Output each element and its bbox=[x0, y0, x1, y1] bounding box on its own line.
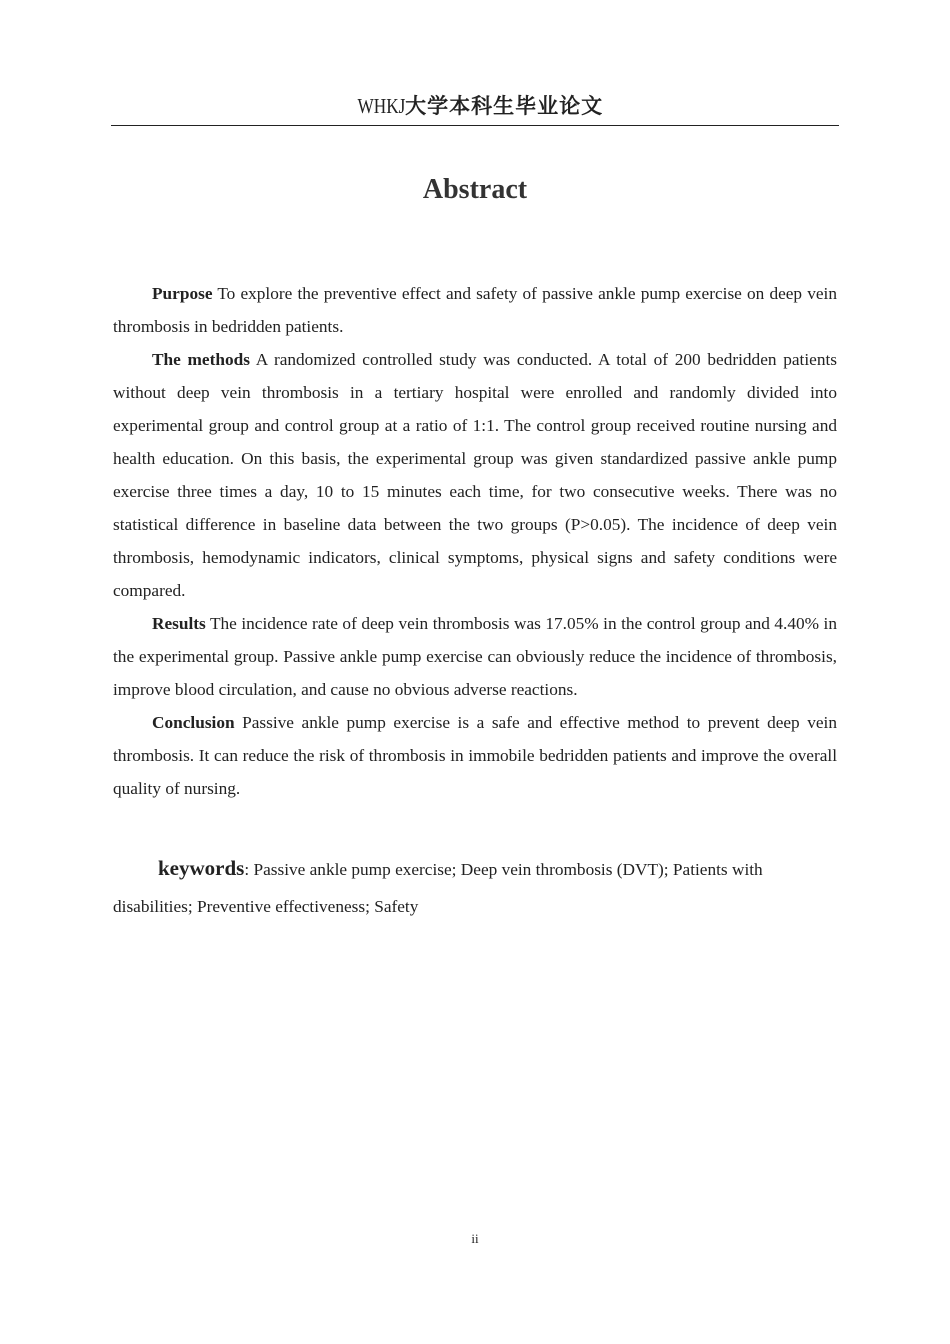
methods-label: The methods bbox=[152, 350, 250, 369]
purpose-paragraph bbox=[113, 277, 837, 343]
conclusion-label: Conclusion bbox=[152, 713, 235, 732]
conclusion-text: Passive ankle pump exercise is a safe and effective method to prevent deep vein thrombosis. It can reduce the risk of thrombosis in immobile bedridden patients and improve the overall quality of nursing. bbox=[113, 713, 837, 798]
page-title: Abstract bbox=[422, 174, 528, 205]
results-paragraph bbox=[113, 607, 837, 706]
header-rule bbox=[111, 125, 839, 126]
header-school-cjk: 大学本科生毕业论文 bbox=[405, 94, 604, 118]
methods-text: A randomized controlled study was conducted. A total of 200 bedridden patients without deep vein thrombosis in a tertiary hospital were enrolled and randomly divided into experimental group and control group at a ratio of 1:1. The control group received routine nursing and health education. On this basis, the experimental group was given standardized passive ankle pump exercise three times a day, 10 to 15 minutes each time, for two consecutive weeks. There was no statistical difference in baseline data between the two groups (P>0.05). The incidence of deep vein thrombosis, hemodynamic indicators, clinical symptoms, physical signs and safety conditions were compared. bbox=[113, 350, 837, 600]
keywords-label: keywords bbox=[158, 856, 245, 880]
page-number: ii bbox=[471, 1231, 479, 1246]
purpose-label: Purpose bbox=[152, 284, 213, 303]
keywords-separator: : bbox=[244, 860, 250, 879]
methods-paragraph bbox=[113, 343, 837, 607]
keywords-text: Passive ankle pump exercise; Deep vein thrombosis (DVT); Patients with disabilities; Preventive effectiveness; Safety bbox=[113, 860, 763, 916]
abstract-body bbox=[113, 277, 837, 805]
conclusion-paragraph bbox=[113, 706, 837, 805]
running-header bbox=[0, 92, 950, 120]
purpose-text: To explore the preventive effect and safety of passive ankle pump exercise on deep vein thrombosis in bedridden patients. bbox=[113, 284, 837, 336]
keywords-paragraph bbox=[113, 850, 813, 925]
results-text: The incidence rate of deep vein thrombosis was 17.05% in the control group and 4.40% in the experimental group. Passive ankle pump exercise can obviously reduce the incidence of thrombosis, improve blood circulation, and cause no obvious adverse reactions. bbox=[113, 614, 837, 699]
results-label: Results bbox=[152, 614, 206, 633]
header-school-latin: WHKJ bbox=[357, 94, 406, 118]
